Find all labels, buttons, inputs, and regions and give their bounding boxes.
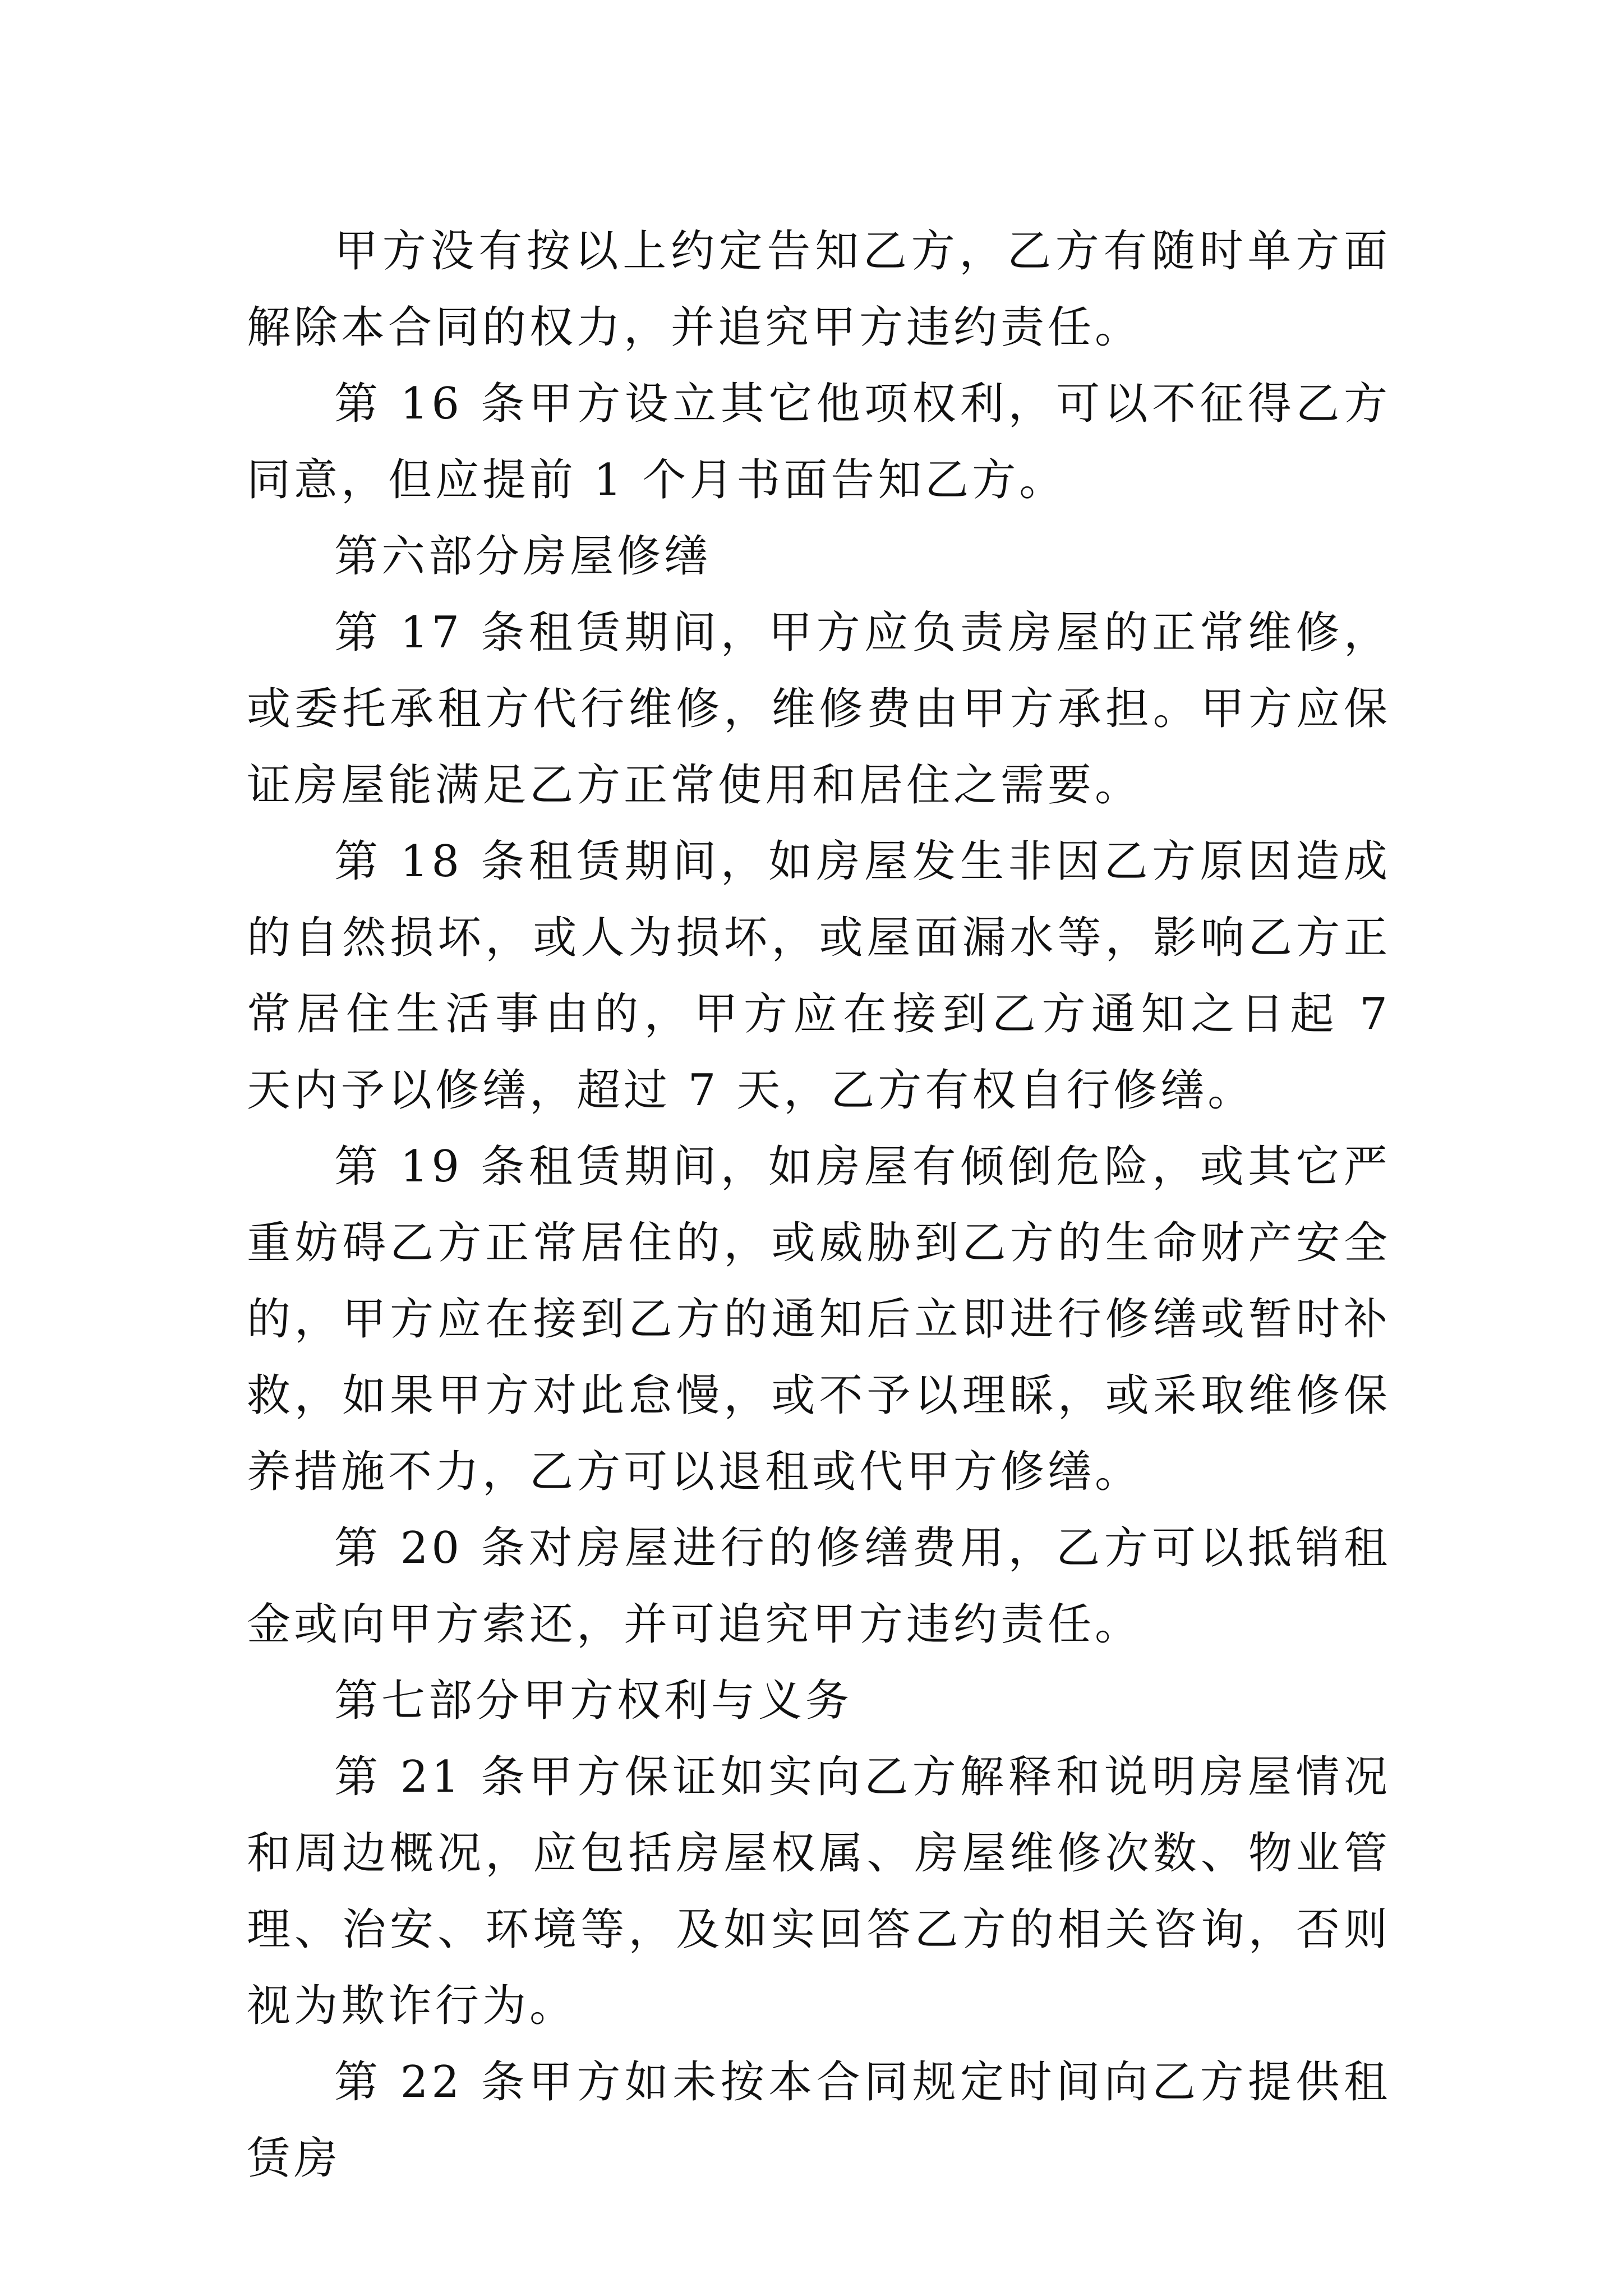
section-heading-lessor-rights: 第七部分甲方权利与义务: [334, 1676, 853, 1726]
paragraph-notice-breach: 甲方没有按以上约定告知乙方，乙方有随时单方面解除本合同的权力，并追究甲方违约责任。: [247, 226, 1391, 353]
paragraph-article-20: 第 20 条对房屋进行的修缮费用，乙方可以抵销租金或向甲方索还，并可追究甲方违约责任。: [247, 1523, 1391, 1650]
paragraph-article-19: 第 19 条租赁期间，如房屋有倾倒危险，或其它严重妨碍乙方正常居住的，或威胁到乙方的生命财产安全的，甲方应在接到乙方的通知后立即进行修缮或暂时补救，如果甲方对此怠慢，或不予以理睬，或采取维修保养措施不力，乙方可以退租或代甲方修缮。: [247, 1142, 1391, 1497]
section-heading-repairs: 第六部分房屋修缮: [334, 531, 712, 582]
paragraph-article-22: 第 22 条甲方如未按本合同规定时间向乙方提供租赁房: [247, 2057, 1391, 2184]
paragraph-article-21: 第 21 条甲方保证如实向乙方解释和说明房屋情况和周边概况，应包括房屋权属、房屋维修次数、物业管理、治安、环境等，及如实回答乙方的相关咨询，否则视为欺诈行为。: [247, 1752, 1391, 2031]
paragraph-article-17: 第 17 条租赁期间，甲方应负责房屋的正常维修，或委托承租方代行维修，维修费由甲方承担。甲方应保证房屋能满足乙方正常使用和居住之需要。: [247, 608, 1391, 811]
paragraph-article-18: 第 18 条租赁期间，如房屋发生非因乙方原因造成的自然损坏，或人为损坏，或屋面漏水等，影响乙方正常居住生活事由的，甲方应在接到乙方通知之日起 7 天内予以修缮，超过 7 天，乙方有权自行修缮。: [247, 836, 1391, 1116]
document-body: [247, 213, 1391, 2197]
paragraph-article-16: 第 16 条甲方设立其它他项权利，可以不征得乙方同意，但应提前 1 个月书面告知乙方。: [247, 379, 1391, 505]
